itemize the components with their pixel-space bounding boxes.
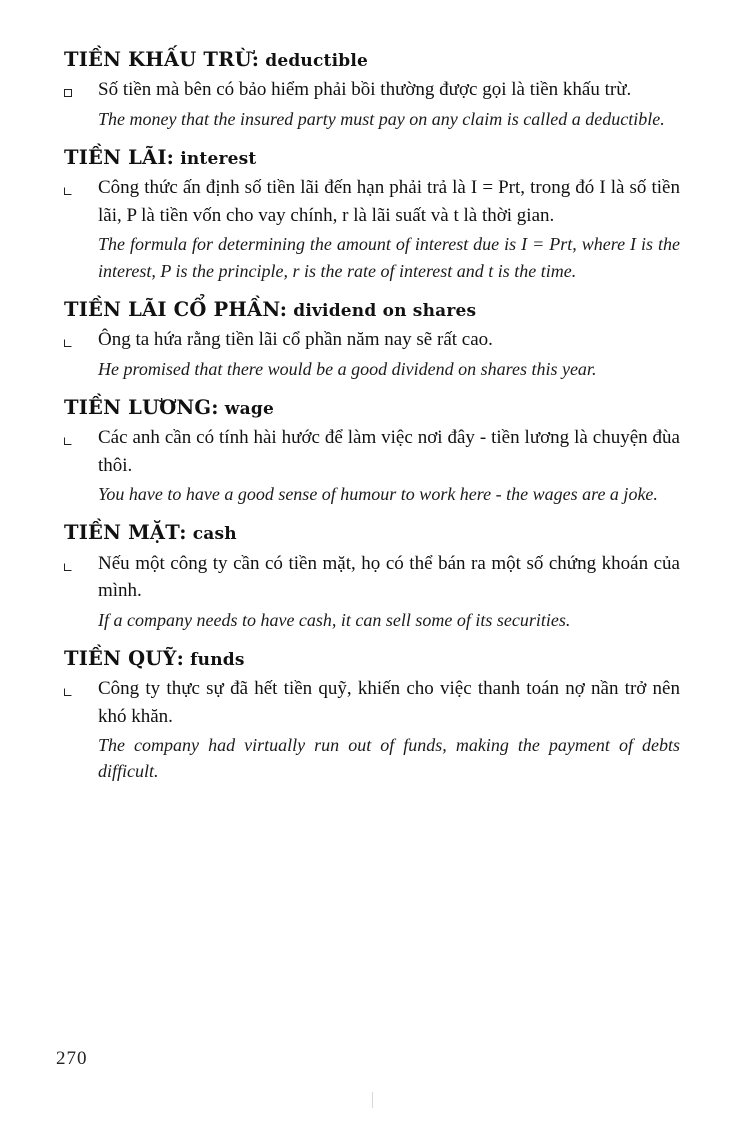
entry-gloss: interest (174, 149, 257, 170)
page-number: 270 (56, 1048, 88, 1069)
entry-example-row (64, 174, 680, 229)
entry-headword (64, 521, 680, 545)
entry-example-vietnamese: Công thức ấn định số tiền lãi đến hạn phải trả là I = Prt, trong đó I là số tiền lãi, P là tiền vốn cho vay chính, r là lãi suất và t là thời gian. (98, 177, 680, 226)
entry-example-row (64, 550, 680, 605)
entry-term: TIỀN MẶT: (64, 521, 187, 545)
entry-example-vietnamese: Nếu một công ty cần có tiền mặt, họ có thể bán ra một số chứng khoán của mình. (98, 552, 680, 602)
entry-example-row (64, 76, 680, 104)
entry-gloss: dividend on shares (287, 300, 477, 321)
entry-term: TIỀN QUỸ: (64, 646, 185, 670)
bullet-square-icon (64, 174, 98, 201)
entry-term: TIỀN LÃI: (64, 146, 175, 170)
entry-headword (64, 146, 680, 170)
entry-example-english: You have to have a good sense of humour to work here - the wages are a joke. (98, 484, 658, 505)
dictionary-entry (64, 396, 680, 508)
entry-gloss: cash (186, 524, 237, 545)
dictionary-entry (64, 647, 680, 785)
entry-term: TIỀN LƯƠNG: (64, 395, 219, 419)
bullet-square-icon (64, 76, 98, 103)
entry-example-row (64, 675, 680, 730)
entry-list (64, 48, 680, 784)
bullet-square-icon (64, 550, 98, 577)
entry-example-vietnamese: Các anh cần có tính hài hước để làm việc nơi đây - tiền lương là chuyện đùa thôi. (98, 427, 680, 476)
entry-gloss: funds (184, 649, 245, 670)
entry-example-english: He promised that there would be a good dividend on shares this year. (98, 358, 597, 379)
spine-mark (372, 1092, 373, 1108)
dictionary-entry (64, 146, 680, 284)
dictionary-entry (64, 298, 680, 382)
bullet-square-icon (64, 424, 98, 451)
bullet-square-icon (64, 326, 98, 353)
bullet-square-icon (64, 675, 98, 702)
entry-example-row (64, 326, 680, 354)
entry-example-english: If a company needs to have cash, it can sell some of its securities. (98, 609, 571, 630)
entry-example-english: The formula for determining the amount of interest due is I = Prt, where I is the interest, P is the principle, r is the rate of interest and t is the time. (98, 234, 680, 281)
entry-example-vietnamese: Ông ta hứa rằng tiền lãi cổ phần năm nay sẽ rất cao. (98, 329, 493, 351)
entry-gloss: wage (218, 398, 274, 419)
entry-term: TIỀN LÃI CỔ PHẦN: (64, 297, 288, 321)
entry-headword (64, 48, 680, 72)
entry-gloss: deductible (259, 51, 369, 71)
entry-example-row (64, 424, 680, 479)
entry-example-vietnamese: Công ty thực sự đã hết tiền quỹ, khiến cho việc thanh toán nợ nần trở nên khó khăn. (98, 678, 680, 727)
entry-headword (64, 396, 680, 420)
entry-example-english: The money that the insured party must pay on any claim is called a deductible. (98, 108, 665, 129)
entry-example-vietnamese: Số tiền mà bên có bảo hiểm phải bồi thường được gọi là tiền khấu trừ. (98, 79, 632, 101)
dictionary-entry (64, 521, 680, 633)
entry-headword (64, 298, 680, 322)
dictionary-entry (64, 48, 680, 132)
entry-term: TIỀN KHẤU TRỪ: (64, 48, 260, 71)
entry-headword (64, 647, 680, 671)
entry-example-english: The company had virtually run out of funds, making the payment of debts difficult. (98, 735, 680, 782)
